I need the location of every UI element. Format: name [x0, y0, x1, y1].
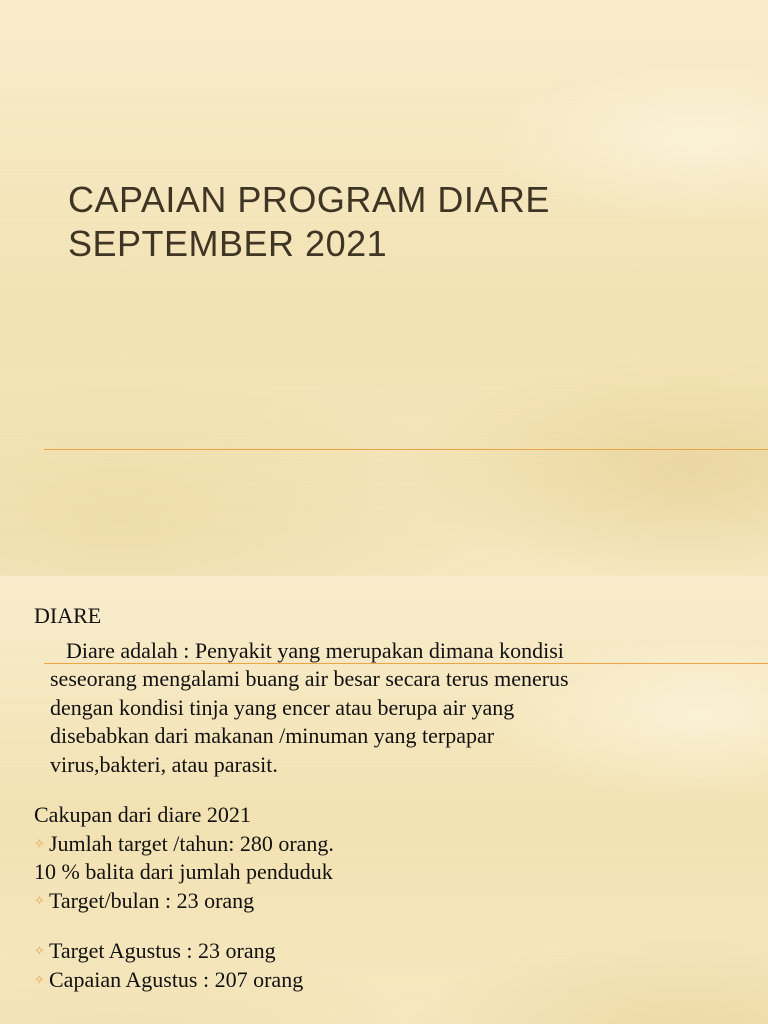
definition-line: virus,bakteri, atau parasit. [50, 751, 278, 777]
bullet-item [34, 937, 754, 966]
bullet-item-text: Target/bulan : 23 orang [49, 887, 255, 913]
plain-item [34, 858, 754, 887]
plain-item-text: 10 % balita dari jumlah penduduk [34, 859, 333, 884]
bullet-item [34, 887, 754, 916]
title-divider [44, 449, 768, 450]
definition-line: seseorang mengalami buang air besar secara terus menerus [50, 666, 569, 691]
content-slide [0, 576, 768, 1024]
definition-paragraph [50, 637, 740, 780]
content-body [34, 602, 754, 994]
bullet-item-text: Target Agustus : 23 orang [49, 938, 276, 963]
section-heading: DIARE [34, 603, 102, 628]
bullet-item-text: Capaian Agustus : 207 orang [49, 966, 304, 992]
slide-title [68, 178, 728, 266]
definition-line: disebabkan dari makanan /minuman yang terpapar [50, 723, 495, 748]
bullet-item-text: Jumlah target /tahun: 280 orang. [49, 830, 334, 856]
spacer [34, 915, 754, 937]
slide-title-line-1: CAPAIAN PROGRAM DIARE [68, 179, 550, 220]
bullet-item [34, 966, 754, 995]
definition-line: Diare adalah : Penyakit yang merupakan dimana kondisi [66, 637, 564, 663]
definition-line: dengan kondisi tinja yang encer atau berupa air yang [50, 694, 515, 720]
slide-title-line-2: SEPTEMBER 2021 [68, 223, 388, 264]
bullet-item [34, 830, 754, 859]
coverage-heading: Cakupan dari diare 2021 [34, 802, 251, 827]
